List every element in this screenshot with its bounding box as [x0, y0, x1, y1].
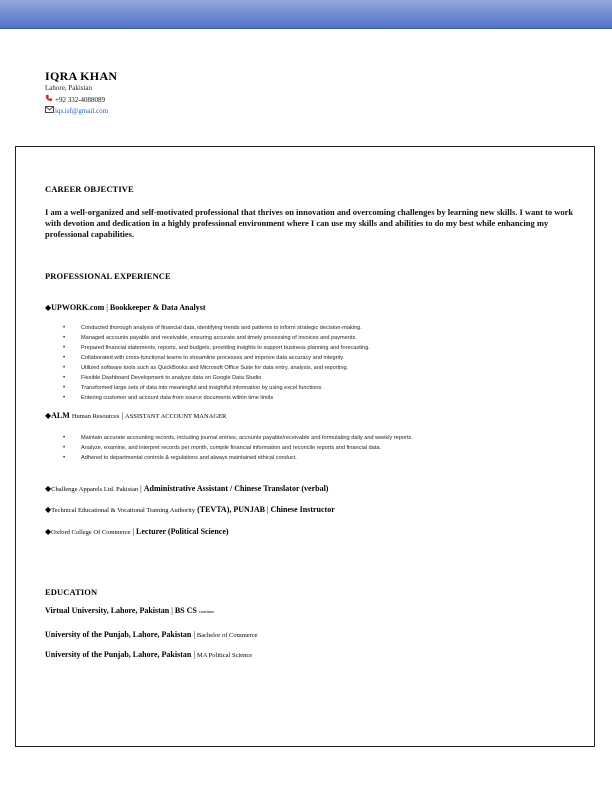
job-title-upwork: ◆UPWORK.com | Bookkeeper & Data Analyst	[45, 303, 206, 312]
job-title-challenge: ◆Challenge Apparels Ltd. Pakistan | Administrative Assistant / Chinese Translator (verbal)	[45, 484, 329, 493]
diamond-bullet-icon: ◆	[45, 527, 52, 536]
job-title-alm: ◆ALM Human Resources | ASSISTANT ACCOUNT MANAGER	[45, 411, 227, 420]
list-item: • Entering customer and account data from source documents within time limits	[81, 393, 575, 403]
education-heading: EDUCATION	[45, 587, 98, 597]
phone-icon	[45, 94, 55, 105]
list-item: • Utilized software tools such as QuickBooks and Microsoft Office Suite for data entry, analysis, and reporting.	[81, 363, 575, 373]
list-item: • Maintain accurate accounting records, including journal entries, accounts payable/receivable and formulating daily and weekly reports.	[81, 433, 575, 443]
list-item: • Prepared financial statements, reports, and budgets, providing insights to support business planning and forecasting.	[81, 343, 575, 353]
list-item: • Analyze, examine, and interpret records per month, compile financial information and reconcile reports and financial data.	[81, 443, 575, 453]
alm-duties	[45, 433, 575, 463]
candidate-name: IQRA KHAN	[45, 69, 118, 83]
objective-heading: CAREER OBJECTIVE	[45, 184, 134, 194]
list-item: • Conducted thorough analysis of financial data, identifying trends and patterns to inform strategic decision-making.	[81, 323, 575, 333]
location: Lahore, Pakistan	[45, 84, 93, 92]
education-item-3: University of the Punjab, Lahore, Pakistan | MA Political Science	[45, 650, 253, 659]
job-title-oxford: ◆Oxford College Of Commerce | Lecturer (Political Science)	[45, 527, 229, 536]
email-link[interactable]: iqs.isf@gmail.com	[55, 107, 109, 115]
job-title-tevta: ◆Technical Educational & Vocational Training Authority (TEVTA), PUNJAB | Chinese Instructor	[45, 505, 335, 514]
list-item: • Adhered to departmental controls & regulations and always maintained ethical conduct.	[81, 453, 575, 463]
list-item: • Transformed large sets of data into meaningful and insightful information by using excel functions.	[81, 383, 575, 393]
email-row	[45, 106, 117, 116]
list-item: • Collaborated with cross-functional teams to streamline processes and improve data accuracy and integrity.	[81, 353, 575, 363]
list-item: • Managed accounts payable and receivable, ensuring accurate and timely processing of invoices and payments.	[81, 333, 575, 343]
phone-row	[45, 94, 117, 105]
education-item-1: Virtual University, Lahore, Pakistan | BS CS continue	[45, 606, 215, 615]
phone-number[interactable]: +92 332-4088089	[55, 95, 106, 104]
experience-heading: PROFESSIONAL EXPERIENCE	[45, 271, 171, 281]
envelope-icon	[45, 106, 55, 116]
contact-header	[45, 69, 117, 116]
upwork-duties	[45, 323, 575, 403]
diamond-bullet-icon: ◆	[45, 484, 52, 493]
diamond-bullet-icon: ◆	[45, 505, 52, 514]
objective-text: I am a well-organized and self-motivated professional that thrives on innovation and overcoming challenges by learning new skills. I want to work with devotion and dedication in a highly professional environment where I can use my skills and abilities to do my best while enhancing my professional capabilities.	[45, 207, 574, 239]
diamond-bullet-icon: ◆	[45, 303, 52, 312]
diamond-bullet-icon: ◆	[45, 411, 52, 420]
list-item: • Flexible Dashboard Development to analyze data on Google Data Studio	[81, 373, 575, 383]
header-banner	[0, 0, 612, 29]
education-item-2: University of the Punjab, Lahore, Pakistan | Bachelor of Commerce	[45, 630, 258, 639]
